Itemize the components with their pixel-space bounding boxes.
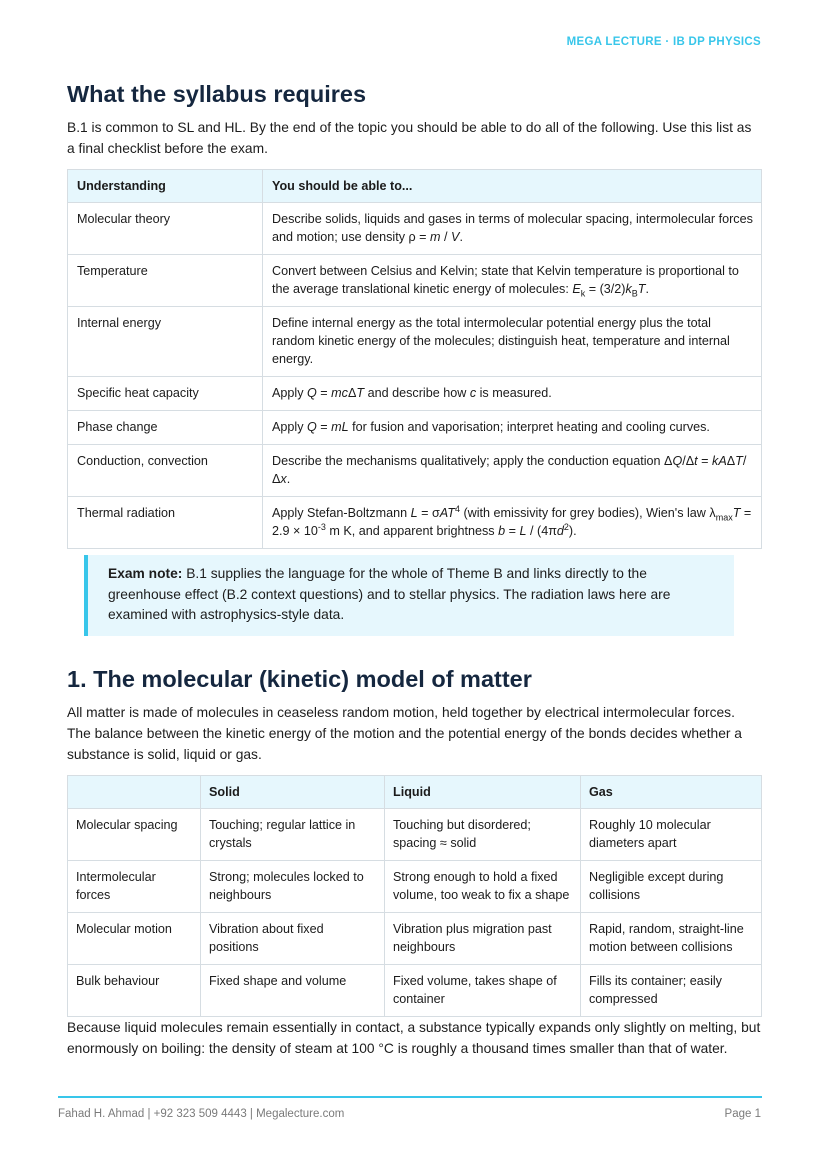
table-header-row (68, 170, 762, 203)
row-topic: Molecular theory (68, 203, 263, 255)
column-header-gas: Gas (581, 775, 762, 808)
running-header: MEGA LECTURE · IB DP PHYSICS (566, 36, 761, 48)
exam-note-label: Exam note: (108, 566, 183, 581)
cell-solid: Touching; regular lattice in crystals (201, 808, 385, 860)
cell-gas: Rapid, random, straight-line motion between collisions (581, 912, 762, 964)
exam-note-text: B.1 supplies the language for the whole of Theme B and links directly to the greenhouse effect (B.2 context questions) and to stellar physics. The radiation laws here are examined with astrophysics-style data. (108, 566, 671, 622)
table-header-row (68, 775, 762, 808)
section-closing-paragraph: Because liquid molecules remain essentially in contact, a substance typically expands only slightly on melting, but enormously on boiling: the density of steam at 100 °C is roughly a thousand times smaller than that of water. (67, 1019, 761, 1056)
table-row (68, 860, 762, 912)
column-header-blank (68, 775, 201, 808)
syllabus-table (67, 169, 762, 549)
table-row (68, 964, 762, 1016)
row-requirement: Apply Stefan-Boltzmann L = σAT$^4$ (with emissivity for grey bodies), Wien's law $\lambda_{max}T = 2.9 \times 10^{-3}$ m K, and apparent brightness $b = L / (4\pi d^2)$. (263, 497, 762, 549)
cell-solid: Fixed shape and volume (201, 964, 385, 1016)
exam-note-callout (84, 555, 734, 636)
row-requirement: Define internal energy as the total intermolecular potential energy plus the total random kinetic energy of the molecules; distinguish heat, temperature and internal energy. (263, 307, 762, 377)
row-label: Molecular motion (68, 912, 201, 964)
table-row (68, 445, 762, 497)
cell-solid: Strong; molecules locked to neighbours (201, 860, 385, 912)
syllabus-heading: What the syllabus requires (67, 81, 367, 107)
section-intro: All matter is made of molecules in ceaseless random motion, held together by electrical intermolecular forces. The balance between the kinetic energy of the motion and the potential energy of the bonds decides whether a substance is solid, liquid or gas. (67, 704, 742, 762)
cell-gas: Fills its container; easily compressed (581, 964, 762, 1016)
table-row (68, 497, 762, 549)
footer-divider (58, 1096, 762, 1098)
row-topic: Phase change (68, 411, 263, 445)
cell-liquid: Touching but disordered; spacing ≈ solid (385, 808, 581, 860)
row-topic: Thermal radiation (68, 497, 263, 549)
page-content (67, 79, 762, 1059)
table-row (68, 411, 762, 445)
syllabus-intro: B.1 is common to SL and HL. By the end of the topic you should be able to do all of the following. Use this list as a final checklist before the exam. (67, 120, 752, 156)
column-header-understanding: Understanding (68, 170, 263, 203)
states-of-matter-table (67, 775, 762, 1017)
row-requirement: Describe solids, liquids and gases in terms of molecular spacing, intermolecular forces and motion; use density ρ = m / V. (263, 203, 762, 255)
row-label: Molecular spacing (68, 808, 201, 860)
row-label: Intermolecular forces (68, 860, 201, 912)
row-requirement: Apply Q = mcΔT and describe how c is measured. (263, 377, 762, 411)
row-requirement: Convert between Celsius and Kelvin; state that Kelvin temperature is proportional to the average translational kinetic energy of molecules: $E_k = (3/2)k_BT$. (263, 255, 762, 307)
column-header-liquid: Liquid (385, 775, 581, 808)
table-row (68, 255, 762, 307)
cell-solid: Vibration about fixed positions (201, 912, 385, 964)
cell-gas: Roughly 10 molecular diameters apart (581, 808, 762, 860)
cell-gas: Negligible except during collisions (581, 860, 762, 912)
cell-liquid: Fixed volume, takes shape of container (385, 964, 581, 1016)
table-row (68, 808, 762, 860)
cell-liquid: Strong enough to hold a fixed volume, too weak to fix a shape (385, 860, 581, 912)
column-header-able-to: You should be able to... (263, 170, 762, 203)
page-number: Page 1 (724, 1108, 761, 1120)
row-topic: Temperature (68, 255, 263, 307)
row-topic: Internal energy (68, 307, 263, 377)
row-topic: Specific heat capacity (68, 377, 263, 411)
row-requirement: Apply Q = mL for fusion and vaporisation; interpret heating and cooling curves. (263, 411, 762, 445)
row-label: Bulk behaviour (68, 964, 201, 1016)
table-row (68, 307, 762, 377)
table-row (68, 912, 762, 964)
row-requirement: Describe the mechanisms qualitatively; apply the conduction equation ΔQ/Δt = kAΔT/Δx. (263, 445, 762, 497)
footer-contact: Fahad H. Ahmad | +92 323 509 4443 | Megalecture.com (58, 1108, 345, 1120)
table-row (68, 203, 762, 255)
row-topic: Conduction, convection (68, 445, 263, 497)
table-row (68, 377, 762, 411)
section-heading-kinetic-model: 1. The molecular (kinetic) model of matter (67, 665, 532, 692)
column-header-solid: Solid (201, 775, 385, 808)
cell-liquid: Vibration plus migration past neighbours (385, 912, 581, 964)
